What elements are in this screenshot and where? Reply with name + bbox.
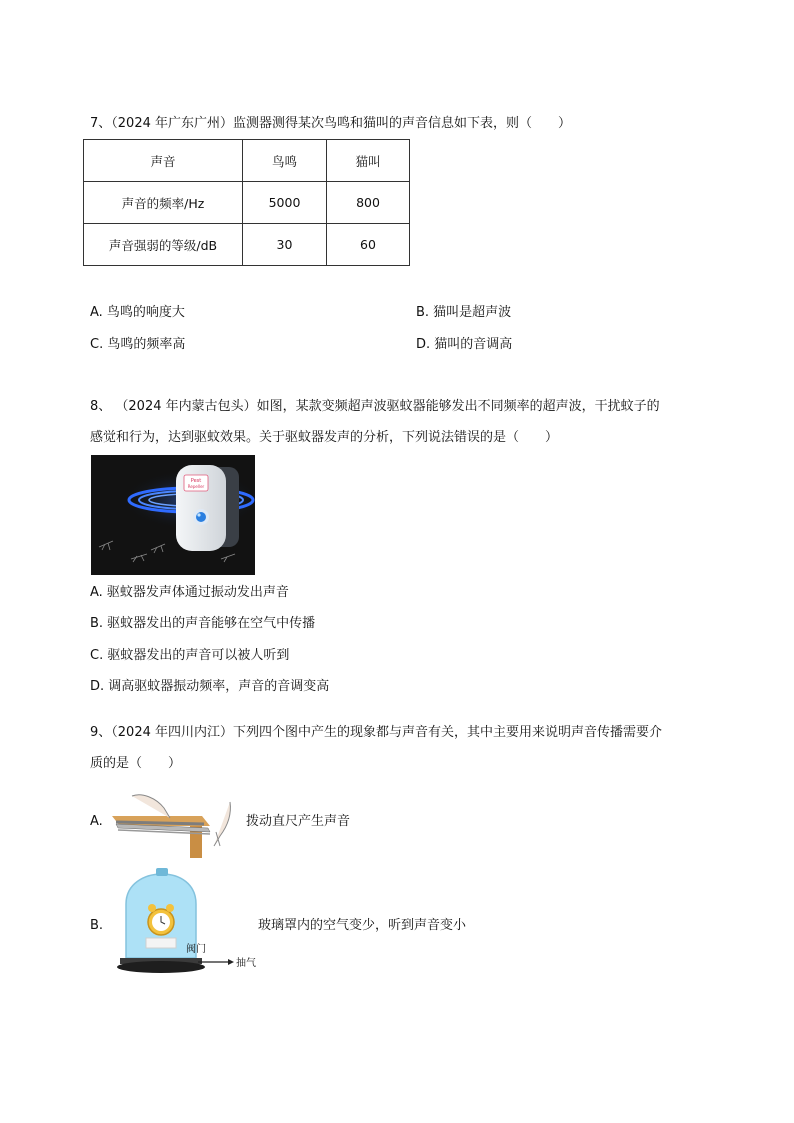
valve-label: 阀门 (186, 944, 206, 955)
q7-option-c[interactable]: C. 鸟鸣的频率高 (90, 337, 186, 352)
table-cell: 800 (327, 182, 410, 224)
device-label-line2: Repeller (187, 484, 205, 489)
q8-option-c[interactable]: C. 驱蚊器发出的声音可以被人听到 (90, 648, 290, 663)
q7-option-a[interactable]: A. 鸟鸣的响度大 (90, 305, 185, 320)
q8-stem-line1: 8、 （2024 年内蒙古包头）如图，某款变频超声波驱蚊器能够发出不同频率的超声波，干扰蚊子的 (90, 399, 660, 414)
q7-sound-table (83, 139, 410, 266)
table-cell: 声音强弱的等级/dB (84, 224, 243, 266)
table-cell: 声音的频率/Hz (84, 182, 243, 224)
q7-option-b[interactable]: B. 猫叫是超声波 (416, 305, 512, 320)
repeller-illustration (91, 455, 255, 575)
q9-option-a-letter[interactable]: A. (90, 814, 103, 829)
mosquito-repeller-photo (91, 455, 255, 575)
device-label-line1: Pest (190, 478, 202, 484)
q9-stem-line1: 9、（2024 年四川内江）下列四个图中产生的现象都与声音有关，其中主要用来说明声音传播需要介 (90, 725, 662, 740)
q8-option-a[interactable]: A. 驱蚊器发声体通过振动发出声音 (90, 585, 289, 600)
table-cell: 5000 (243, 182, 327, 224)
bell-jar-illustration (112, 866, 272, 978)
ruler-figure (112, 788, 242, 860)
q7-stem: 7、（2024 年广东广州）监测器测得某次鸟鸣和猫叫的声音信息如下表，则（ ） (90, 116, 571, 131)
q9-option-a-text: 拨动直尺产生声音 (246, 814, 351, 829)
table-header-cell: 猫叫 (327, 140, 410, 182)
q8-option-b[interactable]: B. 驱蚊器发出的声音能够在空气中传播 (90, 616, 316, 631)
q9-stem-line2: 质的是（ ） (90, 756, 182, 771)
bell-jar-figure (112, 866, 272, 978)
table-cell: 60 (327, 224, 410, 266)
table-row (84, 140, 410, 182)
q9-option-b-text: 玻璃罩内的空气变少，听到声音变小 (258, 918, 467, 933)
q8-stem-line2: 感觉和行为，达到驱蚊效果。关于驱蚊器发声的分析，下列说法错误的是（ ） (90, 430, 559, 445)
table-row (84, 182, 410, 224)
q9-option-b-letter[interactable]: B. (90, 918, 104, 933)
table-header-cell: 声音 (84, 140, 243, 182)
table-row (84, 224, 410, 266)
q7-option-d[interactable]: D. 猫叫的音调高 (416, 337, 513, 352)
ruler-illustration (112, 788, 242, 860)
pump-label: 抽气 (236, 958, 256, 969)
table-header-cell: 鸟鸣 (243, 140, 327, 182)
table-cell: 30 (243, 224, 327, 266)
q8-option-d[interactable]: D. 调高驱蚊器振动频率，声音的音调变高 (90, 679, 330, 694)
